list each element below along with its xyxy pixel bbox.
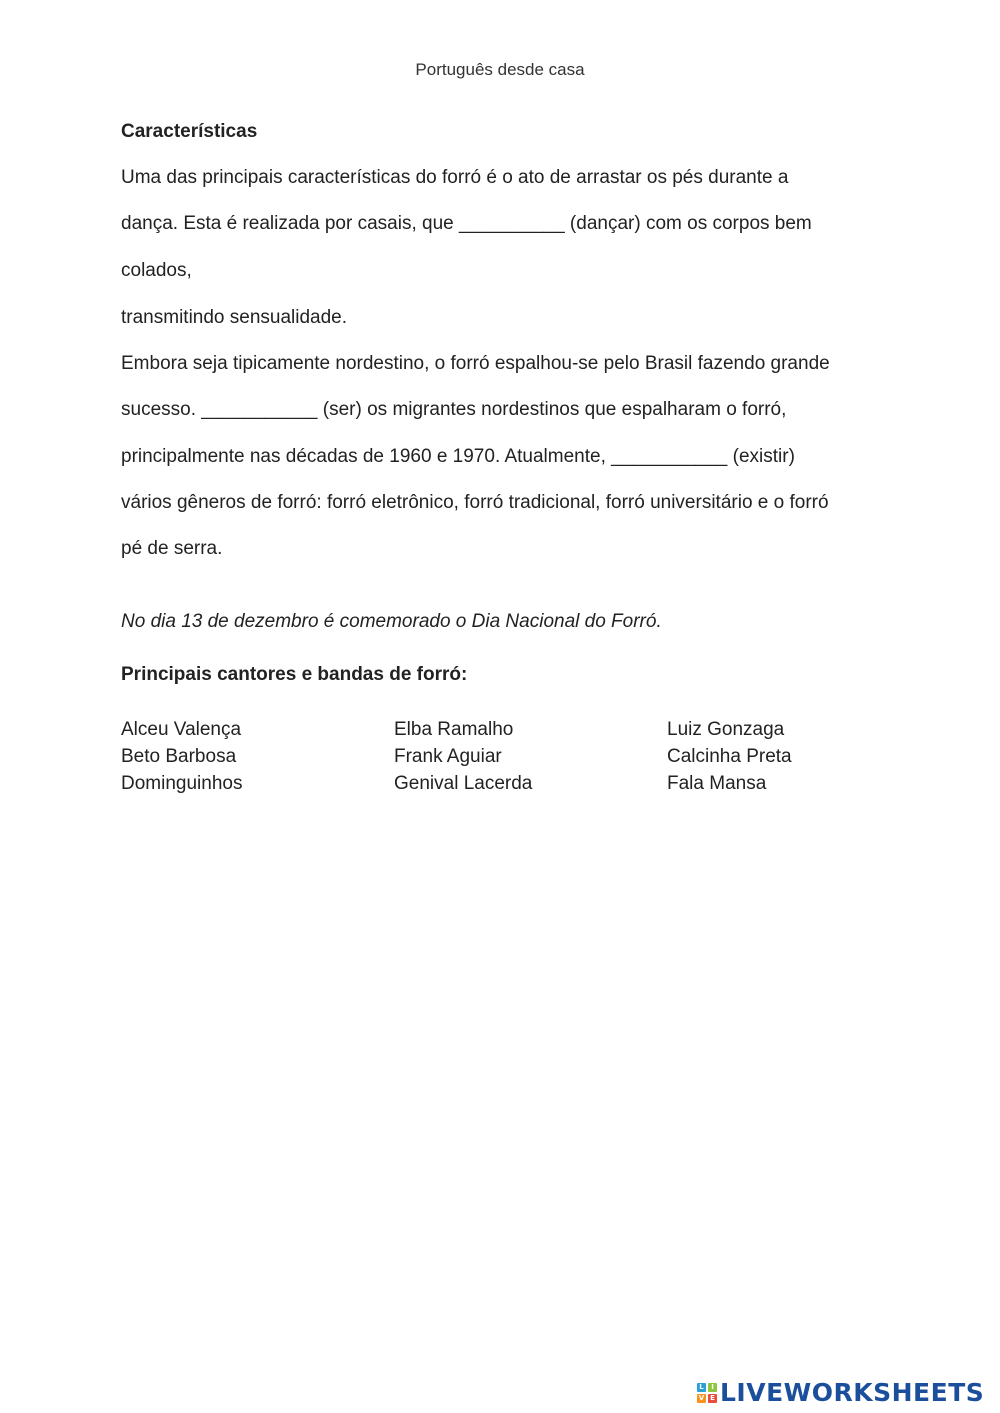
singers-title: Principais cantores e bandas de forró: xyxy=(121,664,468,685)
singer-name: Elba Ramalho xyxy=(394,719,514,740)
singer-name: Calcinha Preta xyxy=(667,746,792,767)
paragraph-line: colados, xyxy=(121,260,192,281)
singer-name: Luiz Gonzaga xyxy=(667,719,785,740)
paragraph-line: pé de serra. xyxy=(121,538,223,559)
logo-mark-cell: V xyxy=(698,1394,705,1402)
paragraph-line-blank-dancar[interactable]: dança. Esta é realizada por casais, que __________ (dançar) com os corpos bem xyxy=(121,213,812,234)
singer-name: Genival Lacerda xyxy=(394,773,533,794)
singer-name: Beto Barbosa xyxy=(121,746,237,767)
paragraph-line: transmitindo sensualidade. xyxy=(121,307,348,328)
paragraph-line: Embora seja tipicamente nordestino, o forró espalhou-se pelo Brasil fazendo grande xyxy=(121,353,830,374)
paragraph-line-blank-existir[interactable]: principalmente nas décadas de 1960 e 1970. Atualmente, ___________ (existir) xyxy=(121,446,795,467)
page-header: Português desde casa xyxy=(415,60,585,79)
singers-column-1 xyxy=(121,716,242,797)
singer-name: Alceu Valença xyxy=(121,719,242,740)
paragraph-line: vários gêneros de forró: forró eletrônico, forró tradicional, forró universitário e o forró xyxy=(121,492,829,513)
logo-mark-cell: I xyxy=(708,1383,717,1392)
liveworksheets-logo[interactable] xyxy=(697,1378,984,1407)
note-italic: No dia 13 de dezembro é comemorado o Dia Nacional do Forró. xyxy=(121,611,662,632)
singers-column-2 xyxy=(394,716,532,797)
paragraph-line-blank-ser[interactable]: sucesso. ___________ (ser) os migrantes nordestinos que espalharam o forró, xyxy=(121,399,787,420)
singer-name: Dominguinhos xyxy=(121,773,243,794)
logo-mark-cell: L xyxy=(697,1383,706,1392)
singer-name: Frank Aguiar xyxy=(394,746,502,767)
logo-text: LIVEWORKSHEETS xyxy=(720,1378,985,1407)
logo-mark-icon xyxy=(697,1383,717,1403)
section-title: Características xyxy=(121,121,258,142)
logo-mark-cell: E xyxy=(708,1394,717,1403)
singer-name: Fala Mansa xyxy=(667,773,767,794)
paragraph-line: Uma das principais características do forró é o ato de arrastar os pés durante a xyxy=(121,167,789,188)
singers-column-3 xyxy=(667,716,792,797)
